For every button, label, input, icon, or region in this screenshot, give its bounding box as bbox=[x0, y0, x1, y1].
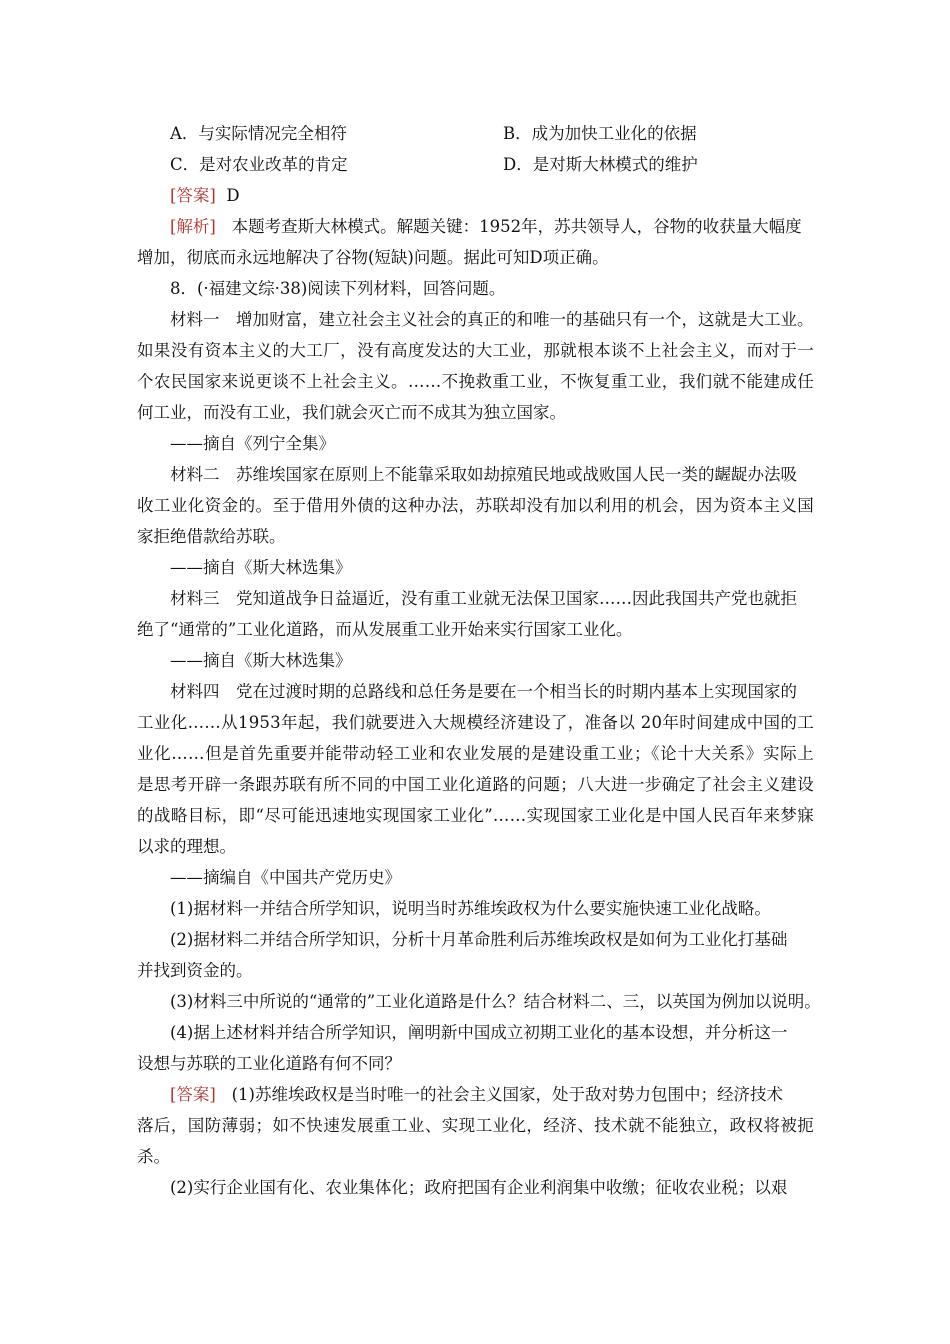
question-4-cont: 设想与苏联的工业化道路有何不同？ bbox=[137, 1054, 401, 1073]
q7-analysis-line-2: 增加，彻底而永远地解决了谷物(短缺)问题。据此可知D项正确。 bbox=[137, 248, 609, 267]
material-4-line: 工业化……从1953年起，我们就要进入大规模经济建设了，准备以 20年时间建成中国的工 bbox=[137, 713, 814, 732]
material-1-line: 如果没有资本主义的大工厂，没有高度发达的大工业，那就根本谈不上社会主义，而对于一 bbox=[137, 341, 814, 360]
material-2-line: 收工业化资金的。至于借用外债的这种办法，苏联却没有加以利用的机会，因为资本主义国 bbox=[137, 496, 814, 515]
answer-tag: [答案] bbox=[170, 1085, 216, 1104]
material-4-line: 以求的理想。 bbox=[137, 837, 236, 856]
q8-answer-line: (2)实行企业国有化、农业集体化；政府把国有企业利润集中收缴；征收农业税；以艰 bbox=[170, 1178, 788, 1197]
analysis-tag: [解析] bbox=[170, 217, 216, 236]
question-4: (4)据上述材料并结合所学知识，阐明新中国成立初期工业化的基本设想，并分析这一 bbox=[170, 1023, 788, 1042]
q8-answer-line: 落后，国防薄弱；如不快速发展重工业、实现工业化，经济、技术就不能独立，政权将被扼 bbox=[137, 1116, 814, 1135]
q8-answer-line-1 bbox=[170, 1085, 783, 1105]
material-4-line: 的战略目标，即“尽可能迅速地实现国家工业化”……实现国家工业化是中国人民百年来梦寐 bbox=[137, 806, 814, 825]
q8-stem: 8．(·福建文综·38)阅读下列材料，回答问题。 bbox=[170, 279, 506, 298]
material-1-line: 个农民国家来说更谈不上社会主义。……不挽救重工业，不恢复重工业，我们就不能建成任 bbox=[137, 372, 814, 391]
q7-analysis-line-1 bbox=[170, 217, 802, 237]
source-3: ——摘自《斯大林选集》 bbox=[170, 651, 352, 670]
source-4: ——摘编自《中国共产党历史》 bbox=[170, 868, 401, 887]
option-d: D．是对斯大林模式的维护 bbox=[503, 155, 698, 174]
option-c: C．是对农业改革的肯定 bbox=[170, 155, 348, 174]
question-1: (1)据材料一并结合所学知识，说明当时苏维埃政权为什么要实施快速工业化战略。 bbox=[170, 899, 771, 918]
option-b: B．成为加快工业化的依据 bbox=[503, 124, 697, 143]
q8-answer-line: 杀。 bbox=[137, 1147, 170, 1166]
material-3-line: 材料三 党知道战争日益逼近，没有重工业就无法保卫国家……因此我国共产党也就拒 bbox=[170, 589, 797, 608]
material-4-line: 业化……但是首先重要并能带动轻工业和农业发展的是建设重工业；《论十大关系》实际上 bbox=[137, 744, 814, 763]
material-4-line: 材料四 党在过渡时期的总路线和总任务是要在一个相当长的时期内基本上实现国家的 bbox=[170, 682, 797, 701]
material-3-line: 绝了“通常的”工业化道路，而从发展重工业开始来实行国家工业化。 bbox=[137, 620, 633, 639]
material-2-line: 材料二 苏维埃国家在原则上不能靠采取如劫掠殖民地或战败国人民一类的龌龊办法吸 bbox=[170, 465, 797, 484]
material-4-line: 是思考开辟一条跟苏联有所不同的中国工业化道路的问题；八大进一步确定了社会主义建设 bbox=[137, 775, 814, 794]
source-2: ——摘自《斯大林选集》 bbox=[170, 558, 352, 577]
answer-text: (1)苏维埃政权是当时唯一的社会主义国家，处于敌对势力包围中；经济技术 bbox=[231, 1085, 783, 1104]
q7-answer bbox=[170, 186, 240, 206]
material-2-line: 家拒绝借款给苏联。 bbox=[137, 527, 286, 546]
question-2: (2)据材料二并结合所学知识，分析十月革命胜利后苏维埃政权是如何为工业化打基础 bbox=[170, 930, 788, 949]
question-2-cont: 并找到资金的。 bbox=[137, 961, 253, 980]
material-1-line: 何工业，而没有工业，我们就会灭亡而不成其为独立国家。 bbox=[137, 403, 566, 422]
answer-value: D bbox=[226, 186, 240, 205]
source-1: ——摘自《列宁全集》 bbox=[170, 434, 335, 453]
option-a: A．与实际情况完全相符 bbox=[170, 124, 347, 143]
answer-tag: [答案] bbox=[170, 186, 216, 205]
analysis-text: 本题考查斯大林模式。解题关键：1952年，苏共领导人，谷物的收获量大幅度 bbox=[231, 217, 802, 236]
material-1-line: 材料一 增加财富，建立社会主义社会的真正的和唯一的基础只有一个，这就是大工业。 bbox=[170, 310, 814, 329]
question-3: (3)材料三中所说的“通常的”工业化道路是什么？结合材料二、三，以英国为例加以说明。 bbox=[170, 992, 821, 1011]
